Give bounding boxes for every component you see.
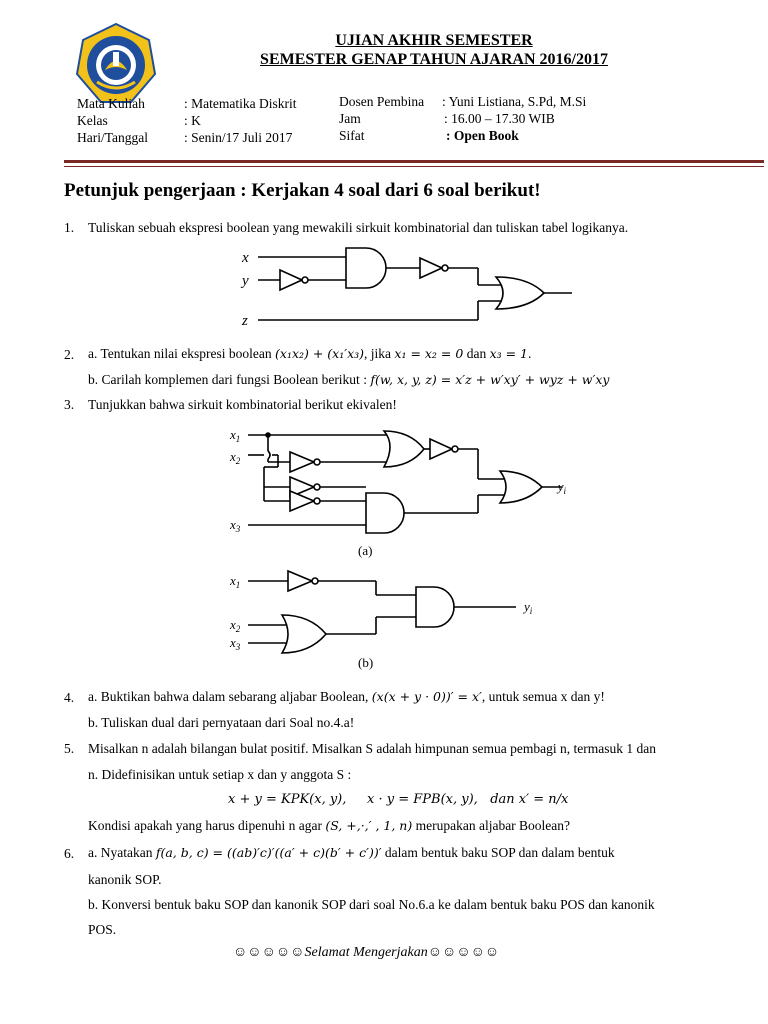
info-label-course: Mata Kuliah: [77, 96, 145, 111]
q4-number: 4.: [64, 690, 75, 705]
q6a-suffix: dalam bentuk baku SOP dan dalam bentuk: [381, 845, 615, 860]
q4a-expression: (x(x + y · 0))′ = x′: [371, 689, 482, 704]
circuit3a-label-x1: $x_1$: [230, 427, 241, 444]
q4a-suffix: , untuk semua x dan y!: [481, 689, 605, 704]
q4a-prefix: a. Buktikan bahwa dalam sebarang aljabar Boolean,: [88, 689, 372, 704]
q5-formula: x + y = KPK(x, y), x · y = FPB(x, y), dan x′ = n/x: [228, 792, 569, 807]
q6b-line2: POS.: [88, 922, 117, 937]
q5-line3: [88, 818, 570, 834]
q2a-end: .: [528, 346, 532, 361]
circuit3-caption-b: (b): [358, 655, 374, 670]
q2-number: 2.: [64, 347, 75, 362]
q6a-line: [88, 845, 615, 861]
q5-number: 5.: [64, 741, 75, 756]
exam-subtitle: SEMESTER GENAP TAHUN AJARAN 2016/2017: [260, 51, 608, 68]
q3-number: 3.: [64, 397, 75, 412]
header-rule-thin: [64, 166, 764, 167]
q2a-mid: , jika: [364, 346, 395, 361]
info-value-nature: : Open Book: [446, 128, 519, 143]
q5-line2: n. Didefinisikan untuk setiap x dan y anggota S :: [88, 767, 352, 782]
q5-line3-expression: (S, +,·,′ , 1, n): [325, 818, 413, 833]
q2a-and: dan: [463, 346, 490, 361]
info-value-lecturer: : Yuni Listiana, S.Pd, M.Si: [442, 94, 587, 109]
circuit3a-label-y: $y_i$: [557, 479, 566, 496]
q2b-prefix: b. Carilah komplemen dari fungsi Boolean berikut :: [88, 372, 371, 387]
info-value-course: : Matematika Diskrit: [184, 96, 297, 111]
footer-smileys-right: ☺☺☺☺☺: [427, 945, 500, 960]
q6a-line2: kanonik SOP.: [88, 872, 162, 887]
q2a-condition: x₁ = x₂ = 0: [394, 346, 464, 361]
q4a-line: [88, 689, 605, 705]
q5-line3-suffix: merupakan aljabar Boolean?: [412, 818, 571, 833]
q5-line3-prefix: Kondisi apakah yang harus dipenuhi n agar: [88, 818, 326, 833]
q2a-expression: (x₁x₂) + (x₁′x₃): [275, 346, 365, 361]
info-label-class: Kelas: [77, 113, 108, 128]
q6b-line1: b. Konversi bentuk baku SOP dan kanonik SOP dari soal No.6.a ke dalam bentuk baku POS dan kanonik: [88, 897, 655, 912]
q4b-text: b. Tuliskan dual dari pernyataan dari Soal no.4.a!: [88, 715, 355, 730]
info-value-date: : Senin/17 Juli 2017: [184, 130, 293, 145]
header-rule-thick: [64, 160, 764, 163]
info-value-time: : 16.00 – 17.30 WIB: [444, 111, 555, 126]
info-label-date: Hari/Tanggal: [77, 130, 149, 145]
circuit3b-label-y: $y_i$: [524, 599, 533, 616]
q1-text: Tuliskan sebuah ekspresi boolean yang mewakili sirkuit kombinatorial dan tuliskan tabel logikanya.: [88, 220, 629, 235]
circuit1-label-y: y: [242, 273, 249, 289]
circuit3a-label-x3: $x_3$: [230, 517, 241, 534]
q1-number: 1.: [64, 220, 75, 235]
circuit1-label-z: z: [242, 313, 248, 329]
q6a-prefix: a. Nyatakan: [88, 845, 156, 860]
q2b-expression: f(w, x, y, z) = x′z + w′xy′ + wyz + w′xy: [370, 372, 610, 387]
q6a-expression: f(a, b, c) = ((ab)′c)′((a′ + c)(b′ + c′))′: [155, 845, 382, 860]
circuit3-caption-a: (a): [358, 543, 373, 558]
info-label-time: Jam: [339, 111, 361, 126]
circuit3b-label-x1: $x_1$: [230, 573, 241, 590]
exam-title: UJIAN AKHIR SEMESTER: [335, 32, 533, 49]
q2a-line: [88, 346, 531, 362]
q2a-condition2: x₃ = 1: [489, 346, 529, 361]
q2a-prefix: a. Tentukan nilai ekspresi boolean: [88, 346, 276, 361]
footer-text: Selamat Mengerjakan: [304, 945, 428, 960]
q6-number: 6.: [64, 846, 75, 861]
q5-line1: Misalkan n adalah bilangan bulat positif. Misalkan S adalah himpunan semua pembagi n, termasuk 1 dan: [88, 741, 656, 756]
instructions-heading: Petunjuk pengerjaan : Kerjakan 4 soal dari 6 soal berikut!: [64, 180, 541, 201]
circuit-q1: [238, 243, 578, 335]
info-label-lecturer: Dosen Pembina: [339, 94, 425, 109]
info-value-class: : K: [184, 113, 201, 128]
footer-message: [233, 945, 499, 961]
footer-smileys-left: ☺☺☺☺☺: [233, 945, 305, 960]
circuit3a-label-x2: $x_2$: [230, 449, 241, 466]
q3-text: Tunjukkan bahwa sirkuit kombinatorial berikut ekivalen!: [88, 397, 397, 412]
circuit3b-label-x3: $x_3$: [230, 635, 241, 652]
info-label-nature: Sifat: [339, 128, 365, 143]
circuit-q3: [226, 425, 566, 680]
circuit1-label-x: x: [242, 250, 249, 266]
circuit3b-label-x2: $x_2$: [230, 617, 241, 634]
q2b-line: [88, 372, 609, 388]
